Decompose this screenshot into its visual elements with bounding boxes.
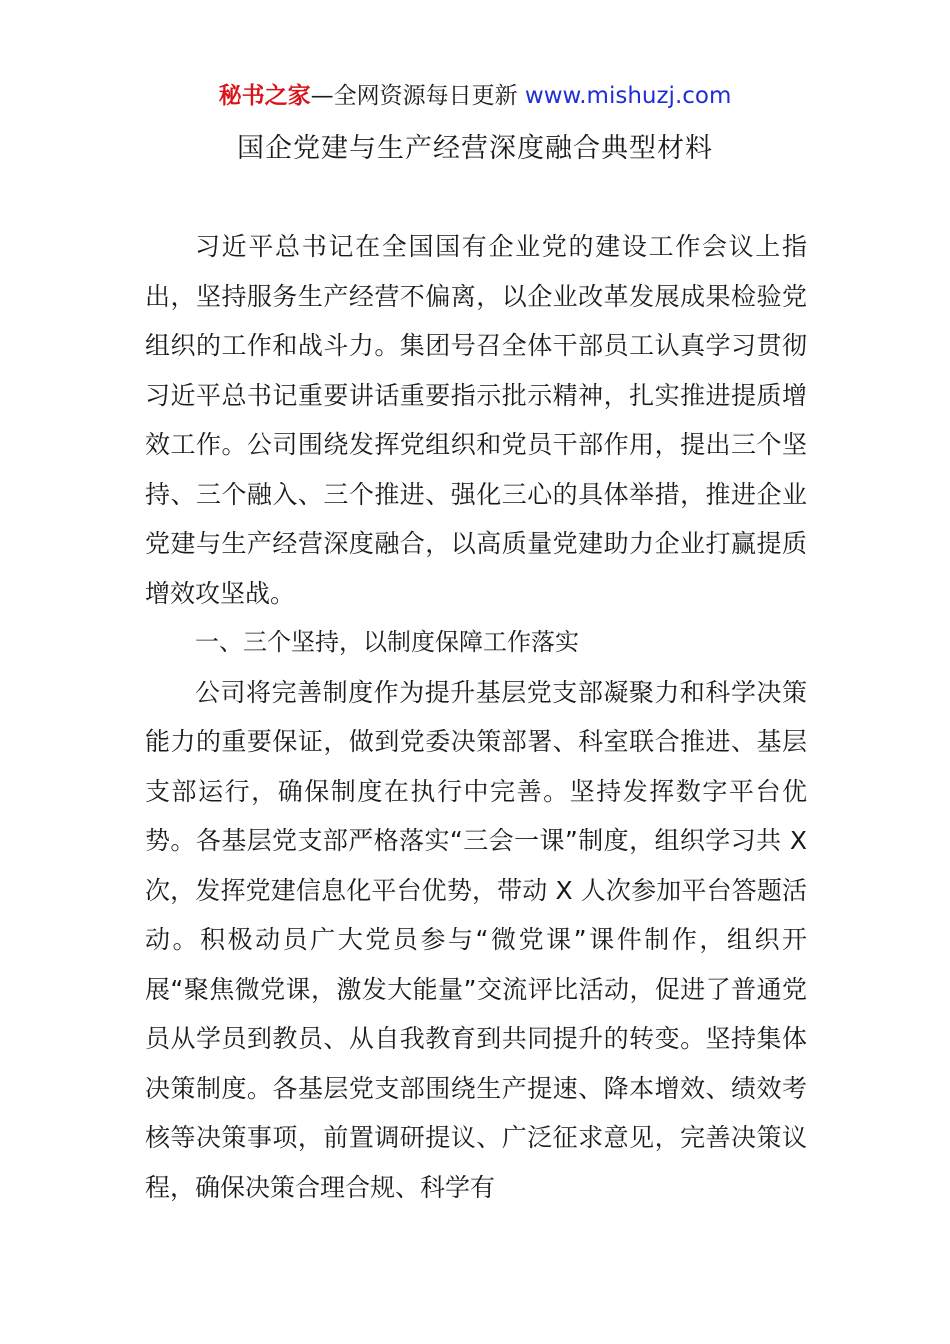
brand-name: 秘书之家 [218, 83, 311, 109]
document-body [145, 222, 807, 1212]
site-tagline: —全网资源每日更新 [310, 83, 525, 109]
site-url-link[interactable]: www.mishuzj.com [524, 83, 732, 109]
section-heading-1: 一、三个坚持，以制度保障工作落实 [195, 628, 579, 656]
section-1-paragraph: 公司将完善制度作为提升基层党支部凝聚力和科学决策能力的重要保证，做到党委决策部署、科室联合推进、基层支部运行，确保制度在执行中完善。坚持发挥数字平台优势。各基层党支部严格落实“三会一课”制度，组织学习共 X 次，发挥党建信息化平台优势，带动 X 人次参加平台答题活动。积极动员广大党员参与“微党课”课件制作，组织开展“聚焦微党课，激发大能量”交流评比活动，促进了普通党员从学员到教员、从自我教育到共同提升的转变。坚持集体决策制度。各基层党支部围绕生产提速、降本增效、绩效考核等决策事项，前置调研提议、广泛征求意见，完善决策议程，确保决策合理合规、科学有 [145, 677, 807, 1202]
document-title: 国企党建与生产经营深度融合典型材料 [237, 133, 713, 164]
site-header [0, 80, 950, 112]
intro-paragraph: 习近平总书记在全国国有企业党的建设工作会议上指出，坚持服务生产经营不偏离，以企业改革发展成果检验党组织的工作和战斗力。集团号召全体干部员工认真学习贯彻习近平总书记重要讲话重要指示批示精神，扎实推进提质增效工作。公司围绕发挥党组织和党员干部作用，提出三个坚持、三个融入、三个推进、强化三心的具体举措，推进企业党建与生产经营深度融合，以高质量党建助力企业打赢提质增效攻坚战。 [145, 232, 807, 608]
